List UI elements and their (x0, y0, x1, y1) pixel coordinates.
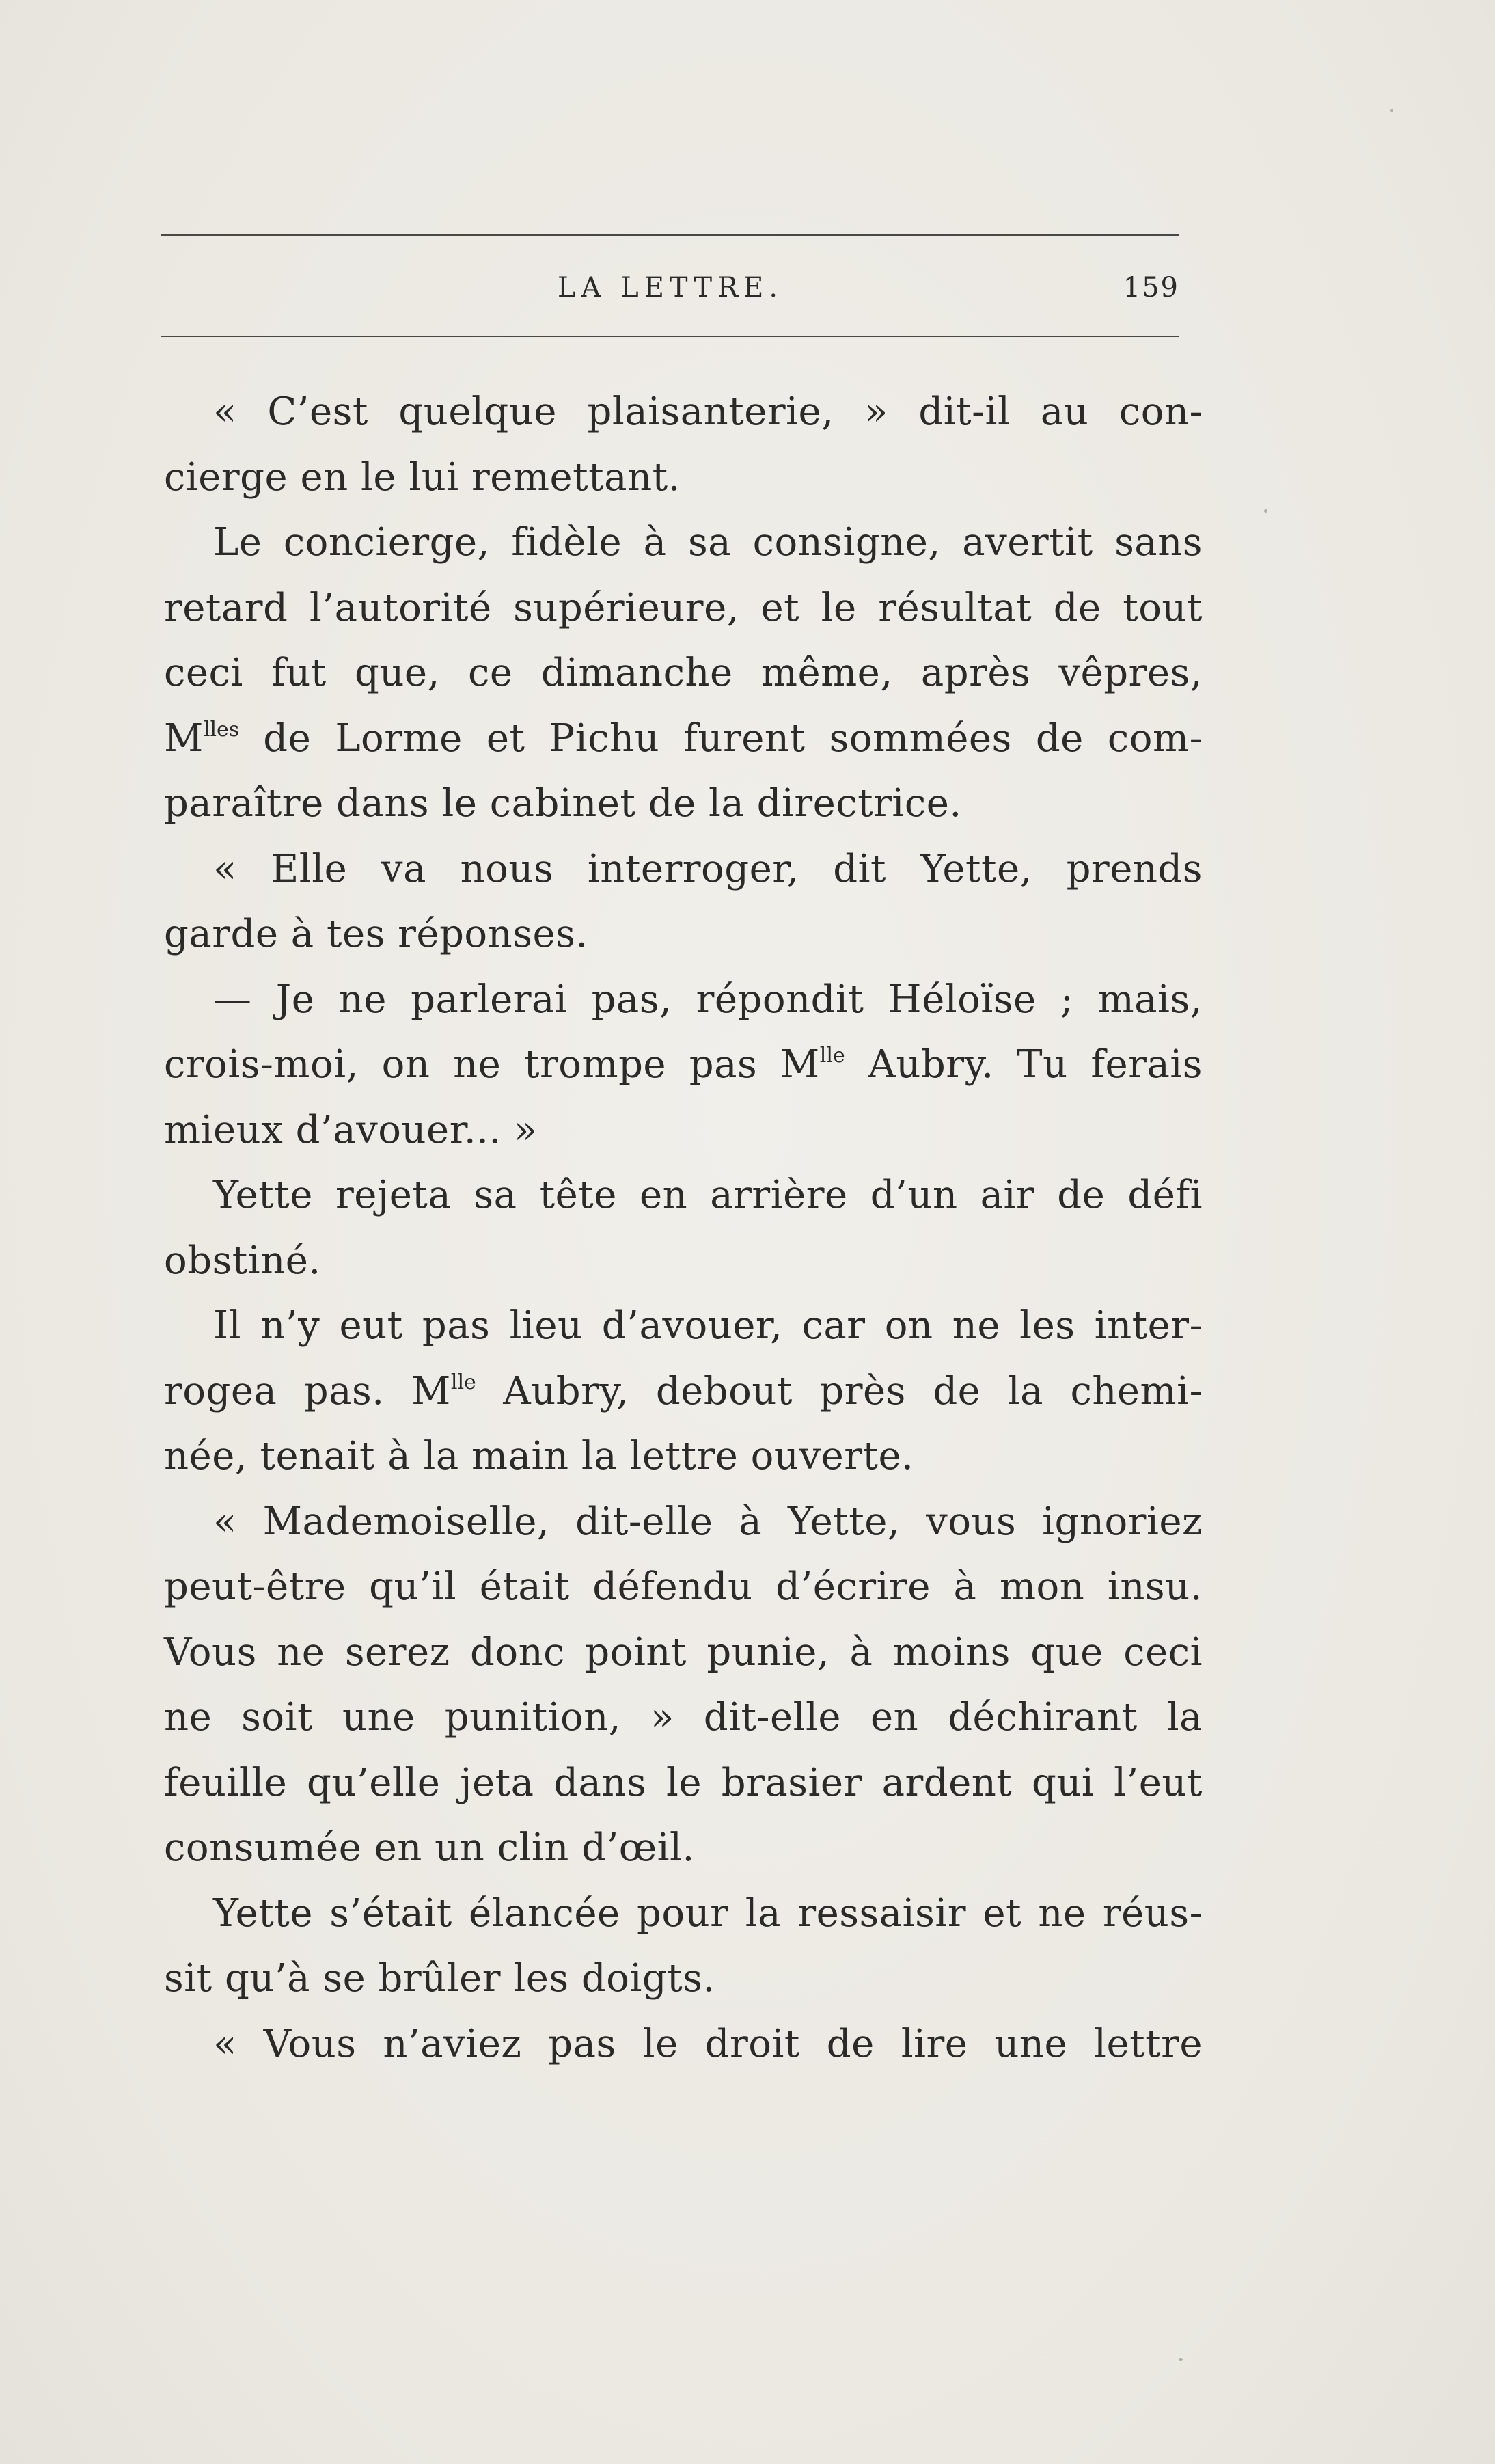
text-line: peut-être qu’il était défendu d’écrire à mon insu. (164, 1565, 1203, 1609)
text-line: Vous ne serez donc point punie, à moins que ceci (164, 1629, 1203, 1675)
page-number: 159 (1123, 272, 1179, 303)
text-line: Yette s’était élancée pour la ressaisir et ne réus- (213, 1891, 1203, 1936)
paper-speck (1179, 2358, 1183, 2361)
text-line: paraître dans le cabinet de la directrice. (164, 781, 962, 826)
body-text (164, 379, 1203, 2076)
text-line: garde à tes réponses. (164, 912, 588, 956)
text-line: retard l’autorité supérieure, et le résultat de tout (164, 585, 1203, 630)
running-head (161, 272, 1179, 313)
text-line: mieux d’avouer... » (164, 1107, 538, 1152)
text-line: cierge en le lui remettant. (164, 455, 681, 500)
paper-speck (1264, 509, 1267, 513)
text-line: Il n’y eut pas lieu d’avouer, car on ne les inter- (213, 1303, 1203, 1348)
text-line: née, tenait à la main la lettre ouverte. (164, 1434, 914, 1478)
text-line: « C’est quelque plaisanterie, » dit-il au con- (213, 390, 1203, 434)
text-line: rogea pas. $M^{lle}$ Aubry, debout près de la chemi- (164, 1368, 1203, 1413)
text-line: « Elle va nous interroger, dit Yette, prends (213, 846, 1203, 891)
text-line: sit qu’à se brûler les doigts. (164, 1956, 715, 2001)
text-line: ceci fut que, ce dimanche même, après vêpres, (164, 651, 1203, 695)
running-title: LA LETTRE. (557, 272, 784, 303)
text-line: ne soit une punition, » dit-elle en déchirant la (164, 1695, 1203, 1739)
text-line: $M^{lles}$ de Lorme et Pichu furent sommées de com- (164, 716, 1203, 761)
text-line: feuille qu’elle jeta dans le brasier ardent qui l’eut (164, 1760, 1203, 1805)
text-line: « Mademoiselle, dit-elle à Yette, vous ignoriez (213, 1499, 1203, 1544)
text-line: Yette rejeta sa tête en arrière d’un air de défi (213, 1173, 1203, 1217)
text-line: consumée en un clin d’œil. (164, 1826, 695, 1870)
header-rule-bottom (161, 336, 1179, 337)
text-line: obstiné. (164, 1238, 321, 1283)
text-line: — Je ne parlerai pas, répondit Héloïse ; mais, (213, 977, 1203, 1022)
paper-speck (1390, 109, 1393, 112)
text-line: « Vous n’aviez pas le droit de lire une lettre (213, 2021, 1203, 2066)
text-line: Le concierge, fidèle à sa consigne, avertit sans (213, 520, 1203, 565)
text-line: crois-moi, on ne trompe pas $M^{lle}$ Aubry. Tu ferais (164, 1042, 1203, 1087)
header-rule-top (161, 234, 1179, 236)
